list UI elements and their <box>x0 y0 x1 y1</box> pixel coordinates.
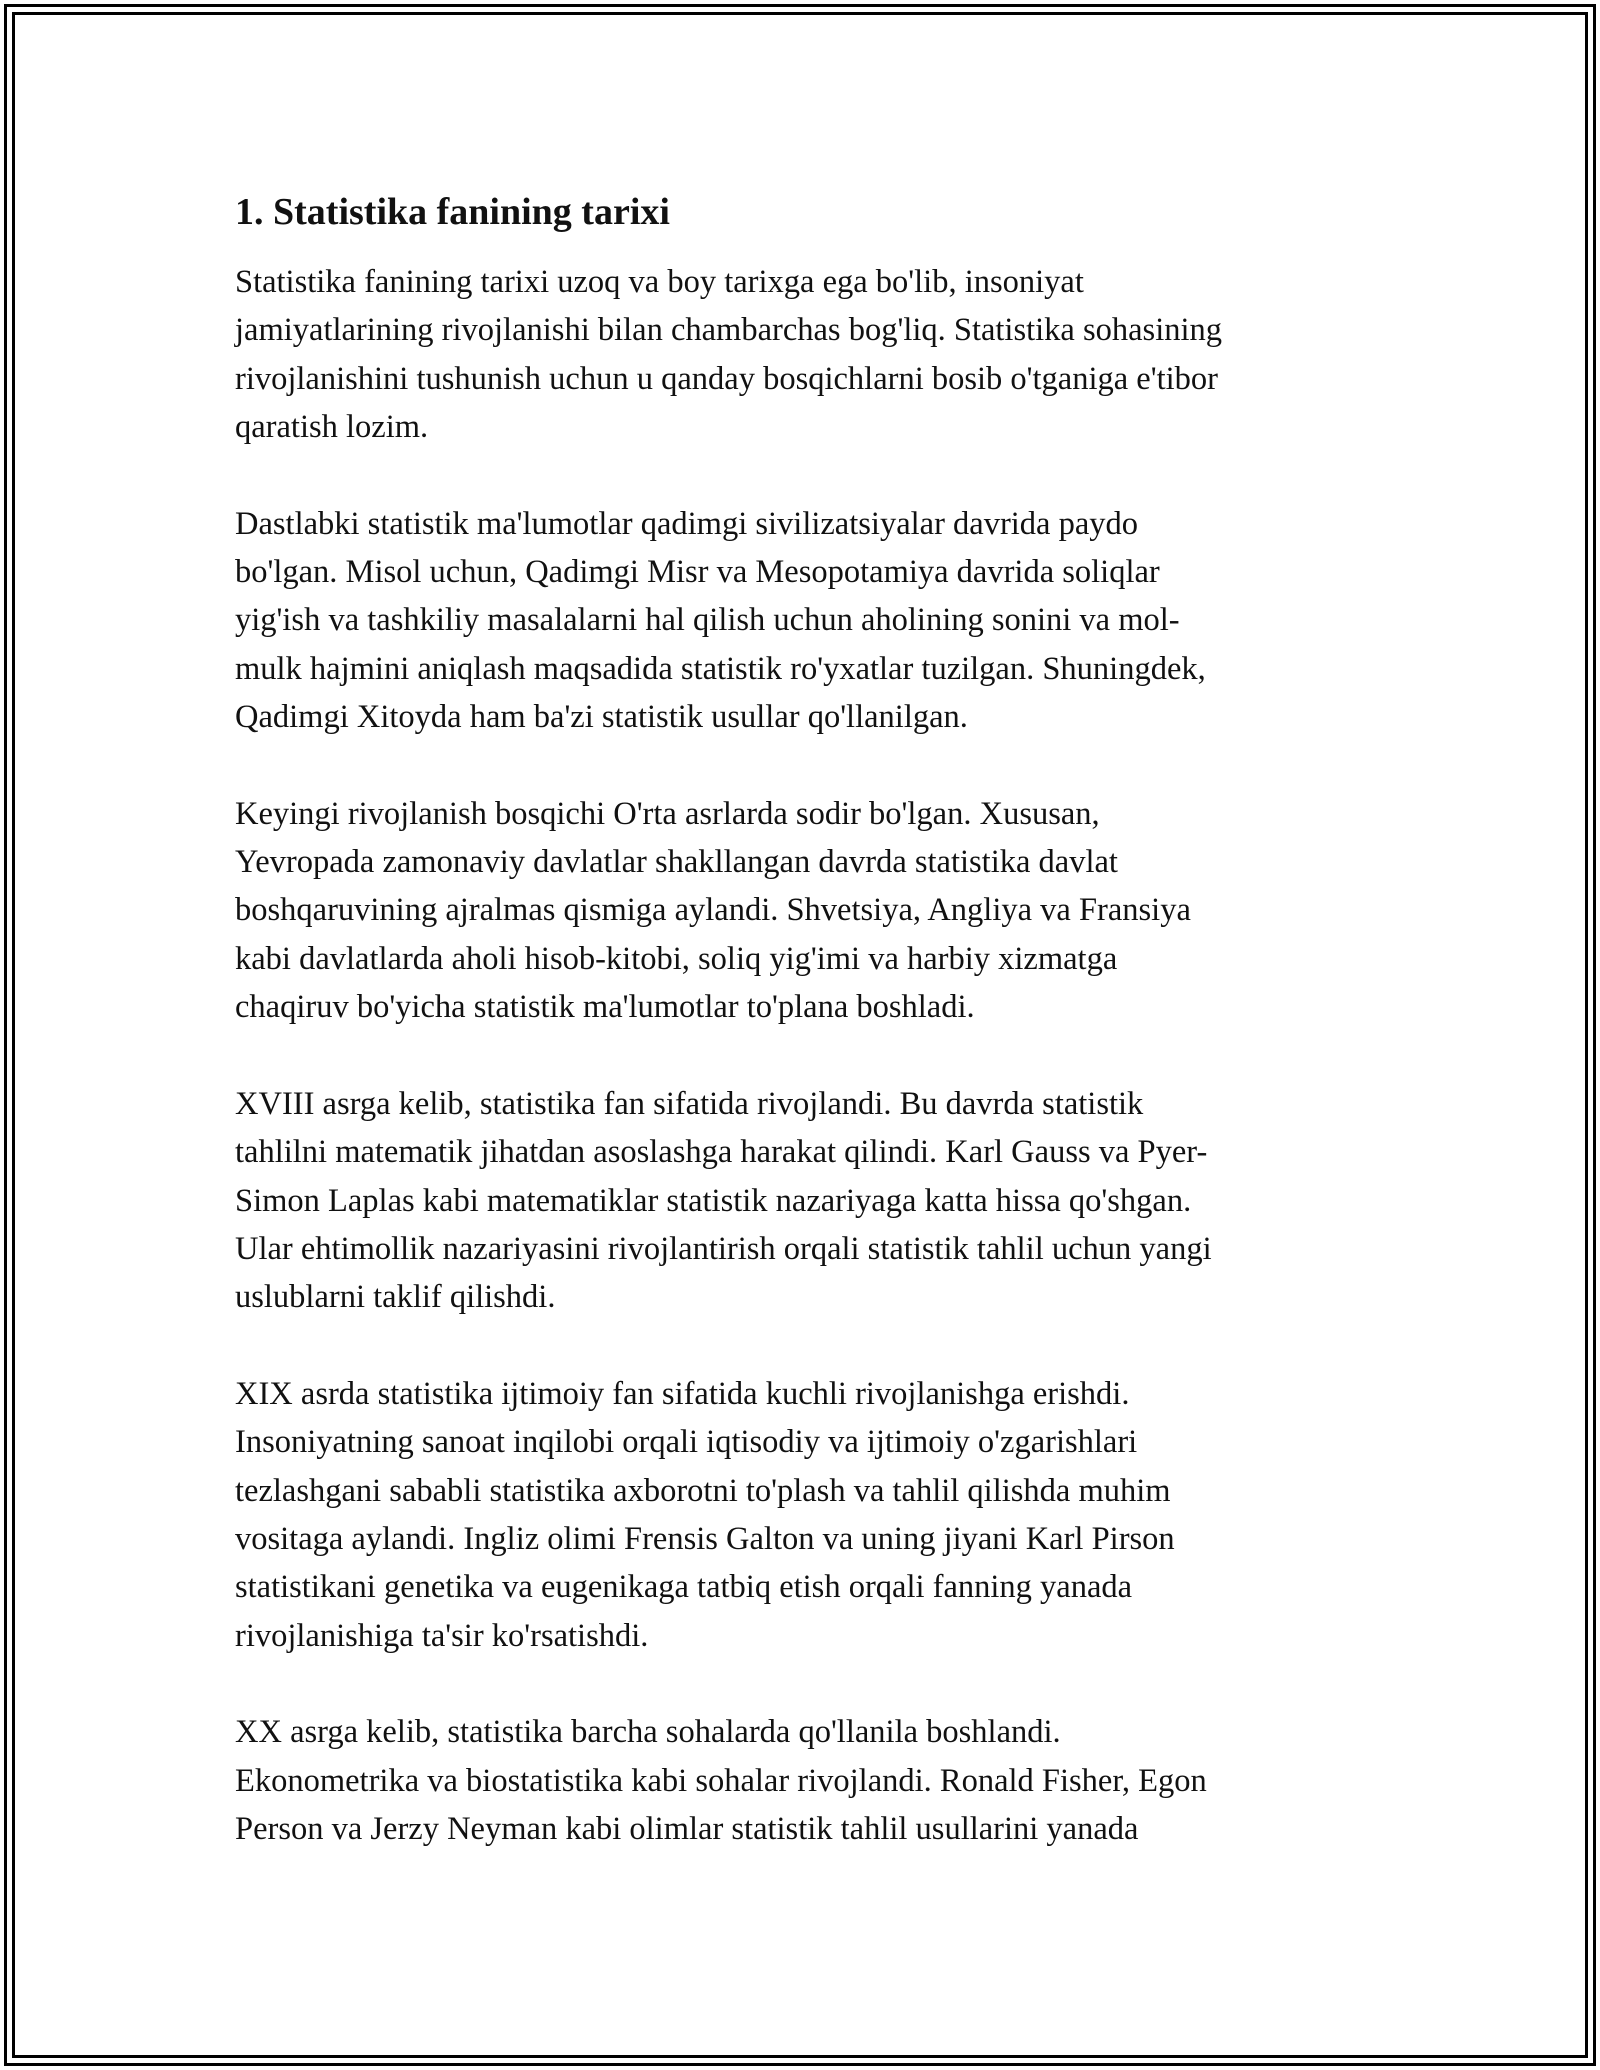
paragraph-5: XIX asrda statistika ijtimoiy fan sifatida kuchli rivojlanishga erishdi. Insoniyatning sanoat inqilobi orqali iqtisodiy va ijtimoiy o'zgarishlari tezlashgani sababli statistika axborotni to'plash va tahlil qilishda muhim vositaga aylandi. Ingliz olimi Frensis Galton va uning jiyani Karl Pirson statistikani genetika va eugenikaga tatbiq etish orqali fanning yanada rivojlanishiga ta'sir ko'rsatishdi. <box>235 1375 1175 1654</box>
paragraph-3: Keyingi rivojlanish bosqichi O'rta asrlarda sodir bo'lgan. Xususan, Yevropada zamonaviy davlatlar shakllangan davrda statistika davlat boshqaruvining ajralmas qismiga aylandi. Shvetsiya, Angliya va Fransiya kabi davlatlarda aholi hisob-kitobi, soliq yig'imi va harbiy xizmatga chaqiruv bo'yicha statistik ma'lumotlar to'plana boshladi. <box>235 795 1191 1026</box>
paragraph-4: XVIII asrga kelib, statistika fan sifatida rivojlandi. Bu davrda statistik tahlilni matematik jihatdan asoslashga harakat qilindi. Karl Gauss va Pyer- Simon Laplas kabi matematiklar statistik nazariyaga katta hissa qo'shgan. Ular ehtimollik nazariyasini rivojlantirish orqali statistik tahlil uchun yangi uslublarni taklif qilishdi. <box>235 1085 1212 1316</box>
document-body <box>235 188 1360 1901</box>
paragraph-2: Dastlabki statistik ma'lumotlar qadimgi sivilizatsiyalar davrida paydo bo'lgan. Misol uchun, Qadimgi Misr va Mesopotamiya davrida soliqlar yig'ish va tashkiliy masalalarni hal qilish uchun aholining sonini va mol- mulk hajmini aniqlash maqsadida statistik ro'yxatlar tuzilgan. Shuningdek, Qadimgi Xitoyda ham ba'zi statistik usullar qo'llanilgan. <box>235 505 1206 736</box>
paragraph-1: Statistika fanining tarixi uzoq va boy tarixga ega bo'lib, insoniyat jamiyatlarining rivojlanishi bilan chambarchas bog'liq. Statistika sohasining rivojlanishini tushunish uchun u qanday bosqichlarni bosib o'tganiga e'tibor qaratish lozim. <box>235 264 1222 446</box>
paragraph-6: XX asrga kelib, statistika barcha sohalarda qo'llanila boshlandi. Ekonometrika va biostatistika kabi sohalar rivojlandi. Ronald Fisher, Egon Person va Jerzy Neyman kabi olimlar statistik tahlil usullarini yanada <box>235 1714 1207 1847</box>
page-title: 1. Statistika fanining tarixi <box>235 191 670 233</box>
